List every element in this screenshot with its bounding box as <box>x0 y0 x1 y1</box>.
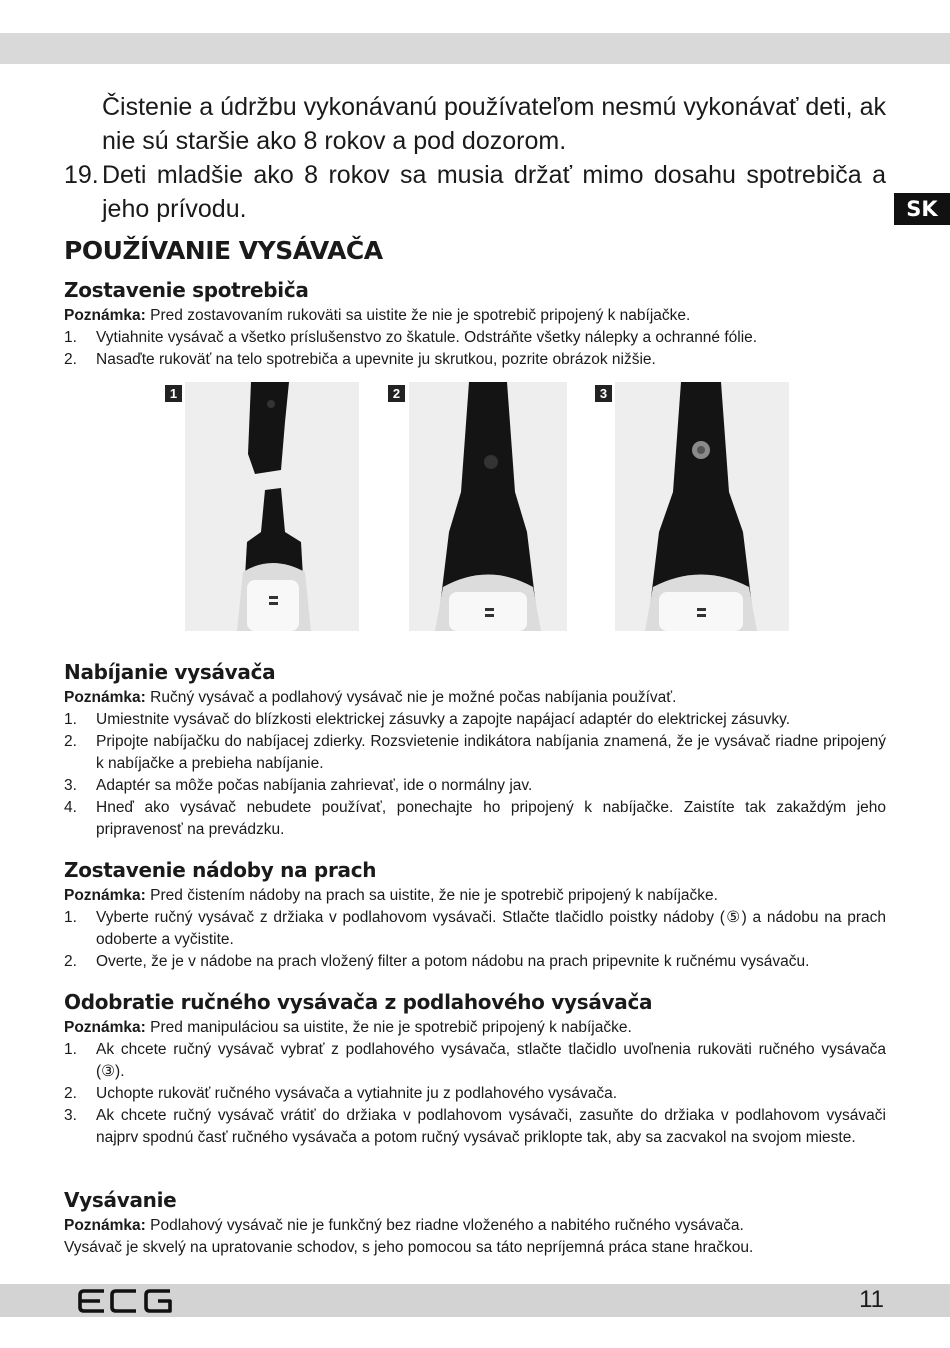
note-text: Pred čistením nádoby na prach sa uistite, že nie je spotrebič pripojený k nabíjačke. <box>145 887 718 904</box>
vacuuming-body <box>64 1215 886 1259</box>
photo-label: 3 <box>595 385 612 402</box>
list-item <box>64 775 886 797</box>
note <box>64 885 886 907</box>
note <box>64 1215 886 1237</box>
photo-label: 2 <box>388 385 405 402</box>
list-item <box>64 1105 886 1149</box>
item-number: 2. <box>64 953 77 970</box>
dust-body <box>64 885 886 973</box>
note <box>64 1017 886 1039</box>
note-text: Ručný vysávač a podlahový vysávač nie je možné počas nabíjania používať. <box>145 689 677 706</box>
note-text: Pred zostavovaním rukoväti sa uistite že nie je spotrebič pripojený k nabíjačke. <box>145 307 691 324</box>
list-item <box>64 349 886 371</box>
photo-label: 1 <box>165 385 182 402</box>
photo-step-1 <box>185 382 359 631</box>
page-number: 11 <box>859 1286 884 1313</box>
item-number: 3. <box>64 777 77 794</box>
item-text: Umiestnite vysávač do blízkosti elektrickej zásuvky a zapojte napájací adaptér do elektrickej zásuvky. <box>96 711 791 728</box>
note-label: Poznámka: <box>64 1217 146 1234</box>
item-text: Nasaďte rukoväť na telo spotrebiča a upevnite ju skrutkou, pozrite obrázok nižšie. <box>96 351 656 368</box>
charging-body <box>64 687 886 841</box>
list-item <box>64 951 886 973</box>
language-tab: SK <box>894 193 950 225</box>
assembly-body <box>64 305 886 371</box>
list-item <box>64 327 886 349</box>
note <box>64 687 886 709</box>
item-text: Adaptér sa môže počas nabíjania zahrievať, ide o normálny jav. <box>96 777 533 794</box>
item-text: Vyberte ručný vysávač z držiaka v podlahovom vysávači. Stlačte tlačidlo poistky nádoby (⑤) a nádobu na prach odoberte a vyčistite. <box>96 909 886 948</box>
list-item <box>64 731 886 775</box>
note <box>64 305 886 327</box>
item-number: 1. <box>64 711 77 728</box>
removal-body <box>64 1017 886 1149</box>
note-text: Pred manipuláciou sa uistite, že nie je spotrebič pripojený k nabíjačke. <box>145 1019 632 1036</box>
intro-line: Čistenie a údržbu vykonávanú používateľom nesmú vykonávať deti, ak nie sú staršie ako 8 rokov a pod dozorom. <box>102 93 886 155</box>
paragraph: Vysávač je skvelý na upratovanie schodov, s jeho pomocou sa táto nepríjemná práca stane hračkou. <box>64 1239 754 1256</box>
item-number: 4. <box>64 799 77 816</box>
item-number: 3. <box>64 1107 77 1124</box>
item-text: Vytiahnite vysávač a všetko príslušenstvo zo škatule. Odstráňte všetky nálepky a ochranné fólie. <box>96 329 758 346</box>
main-heading: POUŽÍVANIE VYSÁVAČA <box>64 236 383 265</box>
item-text: Ak chcete ručný vysávač vybrať z podlahového vysávača, stlačte tlačidlo uvoľnenia rukoväti ručného vysávača (③). <box>96 1041 886 1080</box>
item-number: 1. <box>64 329 77 346</box>
section-title-dust: Zostavenie nádoby na prach <box>64 858 377 882</box>
photo-step-2 <box>409 382 567 631</box>
item-number: 2. <box>64 351 77 368</box>
section-title-charging: Nabíjanie vysávača <box>64 660 276 684</box>
list-item <box>64 1083 886 1105</box>
note-text: Podlahový vysávač nie je funkčný bez riadne vloženého a nabitého ručného vysávača. <box>145 1217 744 1234</box>
item-number: 2. <box>64 733 77 750</box>
item-number: 19. <box>64 161 99 189</box>
intro-block <box>64 90 886 226</box>
item-number: 1. <box>64 1041 77 1058</box>
note-label: Poznámka: <box>64 887 146 904</box>
item-text: Ak chcete ručný vysávač vrátiť do držiaka v podlahovom vysávači, zasuňte do držiaka v podlahovom vysávači najprv spodnú časť ručného vysávača a potom ručný vysávač priklopte tak, aby sa zacvakol na svojom mieste. <box>96 1107 886 1146</box>
note-label: Poznámka: <box>64 307 146 324</box>
top-bar <box>0 33 950 64</box>
section-title-vacuuming: Vysávanie <box>64 1188 177 1212</box>
item-text: Overte, že je v nádobe na prach vložený filter a potom nádobu na prach pripevnite k ručnému vysávaču. <box>96 953 810 970</box>
photo-step-3 <box>615 382 789 631</box>
section-title-assembly: Zostavenie spotrebiča <box>64 278 309 302</box>
section-title-removal: Odobratie ručného vysávača z podlahového vysávača <box>64 990 653 1014</box>
item-text: Uchopte rukoväť ručného vysávača a vytiahnite ju z podlahového vysávača. <box>96 1085 618 1102</box>
list-item <box>64 797 886 841</box>
ecg-logo <box>78 1288 174 1314</box>
note-label: Poznámka: <box>64 1019 146 1036</box>
item-text: Deti mladšie ako 8 rokov sa musia držať mimo dosahu spotrebiča a jeho prívodu. <box>102 161 886 223</box>
item-text: Hneď ako vysávač nebudete používať, ponechajte ho pripojený k nabíjačke. Zaistíte tak zakaždým jeho pripravenosť na prevádzku. <box>96 799 886 838</box>
item-number: 2. <box>64 1085 77 1102</box>
item-text: Pripojte nabíjačku do nabíjacej zdierky. Rozsvietenie indikátora nabíjania znamená, že je vysávač riadne pripojený k nabíjačke a prebieha nabíjanie. <box>96 733 886 772</box>
list-item <box>64 1039 886 1083</box>
list-item <box>64 709 886 731</box>
note-label: Poznámka: <box>64 689 146 706</box>
brand-logo-icon <box>78 1288 174 1314</box>
list-item <box>64 907 886 951</box>
item-number: 1. <box>64 909 77 926</box>
